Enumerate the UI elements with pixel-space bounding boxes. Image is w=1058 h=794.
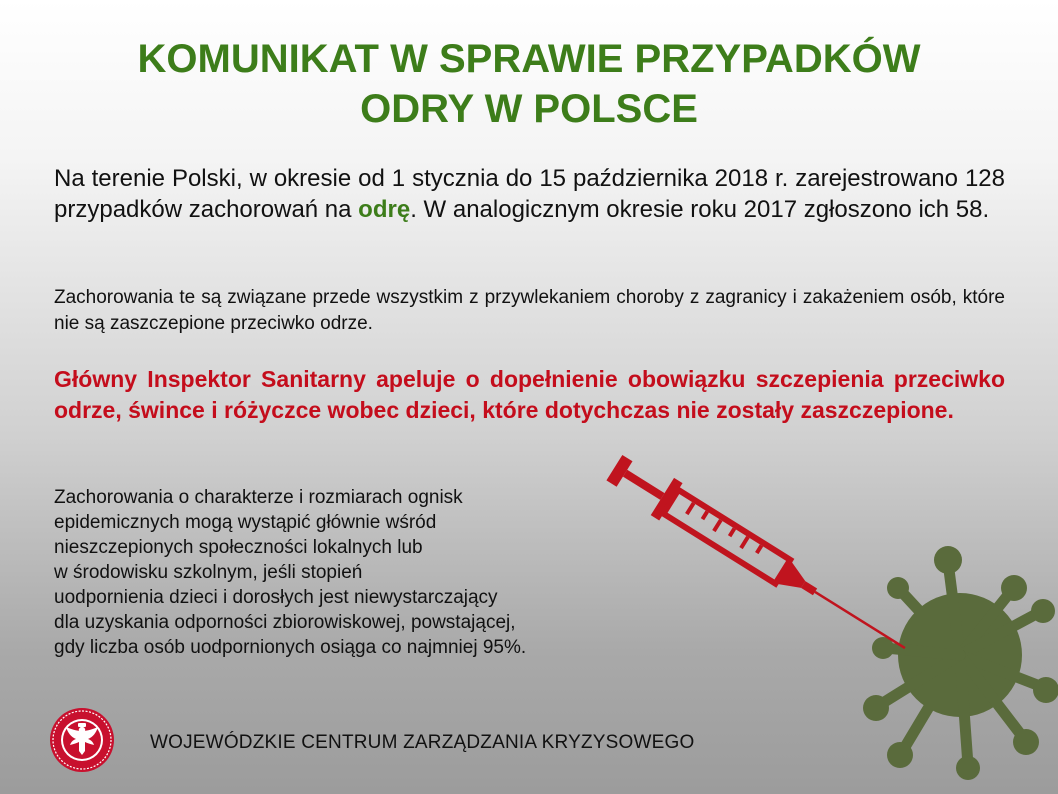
herd-immunity-line: gdy liczba osób uodpornionych osiąga co najmniej 95%. <box>54 637 527 658</box>
herd-immunity-line: w środowisku szkolnym, jeśli stopień <box>54 562 363 583</box>
herd-immunity-paragraph <box>54 485 634 660</box>
herd-immunity-line: epidemicznych mogą wystąpić głównie wśród <box>54 512 437 533</box>
page-title <box>40 34 1018 134</box>
illustration <box>600 450 1058 794</box>
title-line-2: ODRY W POLSCE <box>360 87 698 131</box>
title-line-1: KOMUNIKAT W SPRAWIE PRZYPADKÓW <box>137 37 921 81</box>
herd-immunity-line: dla uzyskania odporności zbiorowiskowej, powstającej, <box>54 612 516 633</box>
vaccination-appeal-paragraph: Główny Inspektor Sanitarny apeluje o dopełnienie obowiązku szczepienia przeciwko odrze, śwince i różyczce wobec dzieci, które dotychczas nie zostały zaszczepione. <box>54 366 1005 423</box>
causes-paragraph: Zachorowania te są związane przede wszystkim z przywlekaniem choroby z zagranicy i zakażeniem osób, które nie są zaszczepione przeciwko odrze. <box>54 287 1005 334</box>
organization-footer: WOJEWÓDZKIE CENTRUM ZARZĄDZANIA KRYZYSOWEGO <box>150 732 695 753</box>
measles-statistics-paragraph <box>54 163 1005 225</box>
herd-immunity-line: uodpornienia dzieci i dorosłych jest niewystarczający <box>54 587 498 608</box>
virus-icon <box>863 546 1058 780</box>
statistics-text-start: Na terenie Polski, w okresie od 1 stycznia do 15 października 2018 r. zarejestrowano 128 przypadków zachorowań na <box>54 165 1005 223</box>
herd-immunity-line: Zachorowania o charakterze i rozmiarach ognisk <box>54 487 463 508</box>
measles-highlight: odrę <box>358 196 411 223</box>
eagle-emblem-icon <box>49 707 115 773</box>
herd-immunity-line: nieszczepionych społeczności lokalnych lub <box>54 537 423 558</box>
statistics-text-end: . W analogicznym okresie roku 2017 zgłoszono ich 58. <box>410 196 990 223</box>
syringe-icon <box>603 450 916 667</box>
